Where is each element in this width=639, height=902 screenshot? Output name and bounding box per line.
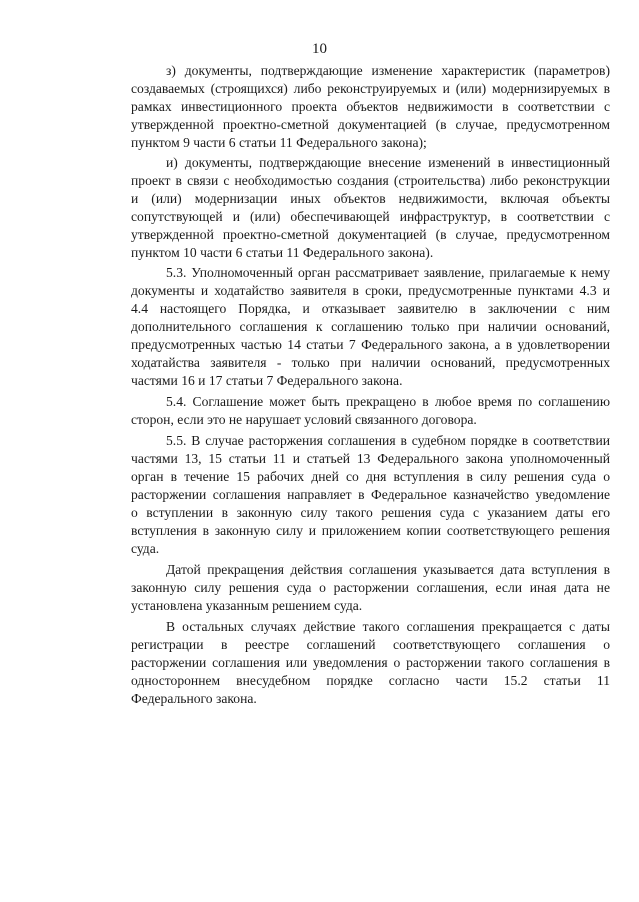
text-line: о вступлении в законную силу такого решения суда с указанием даты его <box>131 505 610 520</box>
text-line: одностороннем внесудебном порядке согласно части 15.2 статьи 11 <box>131 673 610 688</box>
text-line: создаваемых (строящихся) либо реконструируемых и (или) модернизируемых в <box>131 81 610 96</box>
text-line: расторжении соглашения направляет в Федеральное казначейство уведомление <box>131 487 610 502</box>
text-line: 5.5. В случае расторжения соглашения в судебном порядке в соответствии <box>166 433 610 448</box>
paragraph-termination-date <box>96 561 610 615</box>
text-line: утвержденной проектно-сметной документацией (в случае, предусмотренном <box>131 117 610 132</box>
text-line: ходатайства заявителя - только при наличии оснований, предусмотренных <box>131 355 610 370</box>
text-line: документы и ходатайство заявителя в сроки, предусмотренные пунктами 4.3 и <box>131 283 610 298</box>
text-line: пунктом 10 части 6 статьи 11 Федерального закона). <box>131 245 434 260</box>
text-line: суда. <box>131 541 160 556</box>
text-line: пунктом 9 части 6 статьи 11 Федерального закона); <box>131 135 427 150</box>
paragraph-5-4 <box>96 393 610 429</box>
text-line: и) документы, подтверждающие внесение изменений в инвестиционный <box>166 155 610 170</box>
text-line: з) документы, подтверждающие изменение характеристик (параметров) <box>166 63 610 78</box>
text-line: 5.4. Соглашение может быть прекращено в любое время по соглашению <box>166 394 610 409</box>
text-line: предусмотренных частью 14 статьи 7 Федерального закона, а в удовлетворении <box>131 337 610 352</box>
text-line: 4.4 настоящего Порядка, и отказывает заявителю в заключении с ним <box>131 301 610 316</box>
text-line: орган в течение 15 рабочих дней со дня вступления в силу решения суда о <box>131 469 610 484</box>
text-line: частями 13, 15 статьи 11 и статьей 13 Федерального закона уполномоченный <box>131 451 610 466</box>
text-line: дополнительного соглашения к соглашению только при наличии оснований, <box>131 319 610 334</box>
text-line: частями 16 и 17 статьи 7 Федерального закона. <box>131 373 403 388</box>
text-line: и (или) модернизации иных объектов недвижимости, включая объекты <box>131 191 610 206</box>
paragraph-z-documents <box>96 62 610 152</box>
text-line: утвержденной проектно-сметной документацией (в случае, предусмотренном <box>131 227 610 242</box>
text-line: Датой прекращения действия соглашения указывается дата вступления в <box>166 562 610 577</box>
text-line: вступления в законную силу и приложением копии соответствующего решения <box>131 523 610 538</box>
text-line: сопутствующей и (или) обеспечивающей инфраструктур, в соответствии с <box>131 209 610 224</box>
text-line: регистрации в реестре соглашений соответствующего соглашения о <box>131 637 610 652</box>
text-line: законную силу решения суда о расторжении соглашения, если иная дата не <box>131 580 610 595</box>
text-line: установлена указанным решением суда. <box>131 598 363 613</box>
text-line: 5.3. Уполномоченный орган рассматривает заявление, прилагаемые к нему <box>166 265 610 280</box>
text-line: В остальных случаях действие такого соглашения прекращается с даты <box>166 619 610 634</box>
text-line: проект в связи с необходимостью создания (строительства) либо реконструкции <box>131 173 610 188</box>
text-line: рамках инвестиционного проекта объектов недвижимости в соответствии с <box>131 99 610 114</box>
text-line: расторжении соглашения или уведомления о расторжении такого соглашения в <box>131 655 610 670</box>
document-body <box>96 62 610 708</box>
page-number: 10 <box>312 41 327 57</box>
text-line: Федерального закона. <box>131 691 257 706</box>
paragraph-other-cases <box>96 618 610 708</box>
text-line: сторон, если это не нарушает условий связанного договора. <box>131 412 477 427</box>
paragraph-5-3 <box>96 264 610 390</box>
paragraph-i-documents <box>96 154 610 262</box>
paragraph-5-5 <box>96 432 610 558</box>
